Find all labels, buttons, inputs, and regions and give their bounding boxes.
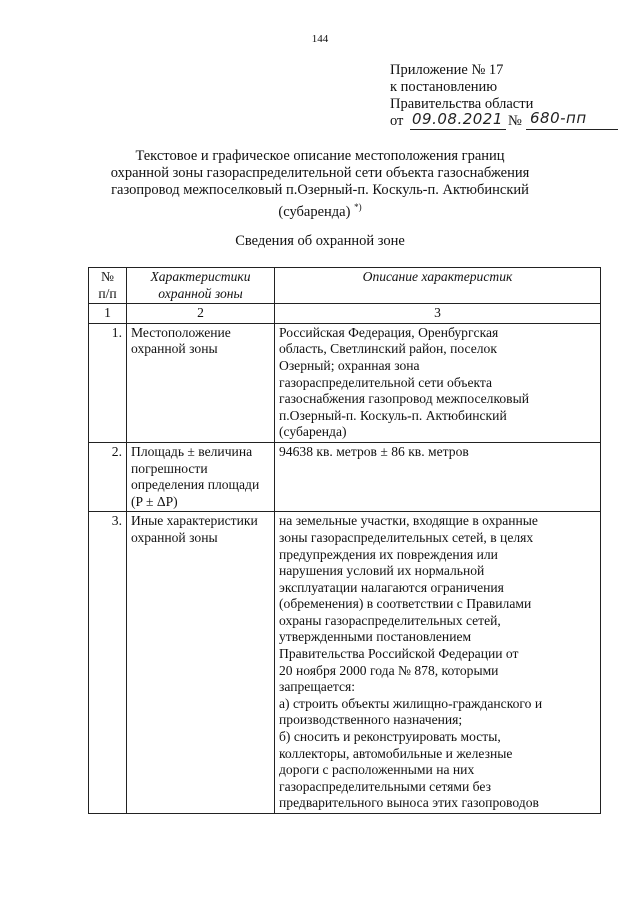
appendix-block <box>390 62 587 131</box>
header-characteristic: Характеристики охранной зоны <box>127 268 275 304</box>
row-num: 3. <box>89 512 127 814</box>
table-index-row <box>89 304 601 324</box>
number-label: № <box>508 113 522 129</box>
row-num: 2. <box>89 442 127 511</box>
row-characteristic: Площадь ± величина погрешности определения площади (P ± ΔP) <box>127 442 275 511</box>
footnote-mark: *) <box>354 202 362 212</box>
row-characteristic: Иные характеристики охранной зоны <box>127 512 275 814</box>
table-row <box>89 512 601 814</box>
appendix-line-2: к постановлению <box>390 79 498 95</box>
appendix-line-1: Приложение № 17 <box>390 62 504 78</box>
title-line-4 <box>60 199 580 221</box>
handwritten-number: 680-пп <box>530 109 587 127</box>
row-description: Российская Федерация, Оренбургская область, Светлинский район, поселок Озерный; охранная зона газораспределительной сети объекта газоснабжения газопровод межпоселковый п.Озерный-п. Коскуль-п. Актюбинский (субаренда) <box>275 323 601 442</box>
appendix-line-3: Правительства области <box>390 96 534 112</box>
appendix-date-number-row <box>390 109 587 131</box>
handwritten-date: 09.08.2021 <box>412 110 503 128</box>
row-characteristic: Местоположение охранной зоны <box>127 323 275 442</box>
index-cell-2: 2 <box>127 304 275 324</box>
title-line-3: газопровод межпоселковый п.Озерный-п. Коскуль-п. Актюбинский <box>111 182 529 198</box>
table-row <box>89 323 601 442</box>
index-cell-1: 1 <box>89 304 127 324</box>
section-subtitle: Сведения об охранной зоне <box>235 233 405 249</box>
table-header-row <box>89 268 601 304</box>
protected-zone-table <box>88 267 601 814</box>
index-cell-3: 3 <box>275 304 601 324</box>
document-title <box>60 148 580 221</box>
header-num: № п/п <box>89 268 127 304</box>
table-row <box>89 442 601 511</box>
number-underline <box>526 129 618 130</box>
row-description: на земельные участки, входящие в охранные зоны газораспределительных сетей, в целях предупреждения их повреждения или нарушения условий их нормальной эксплуатации налагаются ограничения (обременения) в соответствии с Правилами охраны газораспределительных сетей, утвержденными постановлением Правительства Российской Федерации от 20 ноября 2000 года № 878, которыми запрещается: а) строить объекты жилищно-гражданского и производственного назначения; б) сносить и реконструировать мосты, коллекторы, автомобильные и железные дороги с расположенными на них газораспределительными сетями без предварительного выноса этих газопроводов <box>275 512 601 814</box>
title-line-4-text: (субаренда) <box>278 203 351 220</box>
row-description: 94638 кв. метров ± 86 кв. метров <box>275 442 601 511</box>
header-description: Описание характеристик <box>275 268 601 304</box>
title-line-1: Текстовое и графическое описание местоположения границ <box>135 148 505 164</box>
page-number: 144 <box>311 33 329 45</box>
from-label: от <box>390 113 404 129</box>
title-line-2: охранной зоны газораспределительной сети объекта газоснабжения <box>110 165 530 181</box>
date-underline <box>410 129 506 130</box>
row-num: 1. <box>89 323 127 442</box>
